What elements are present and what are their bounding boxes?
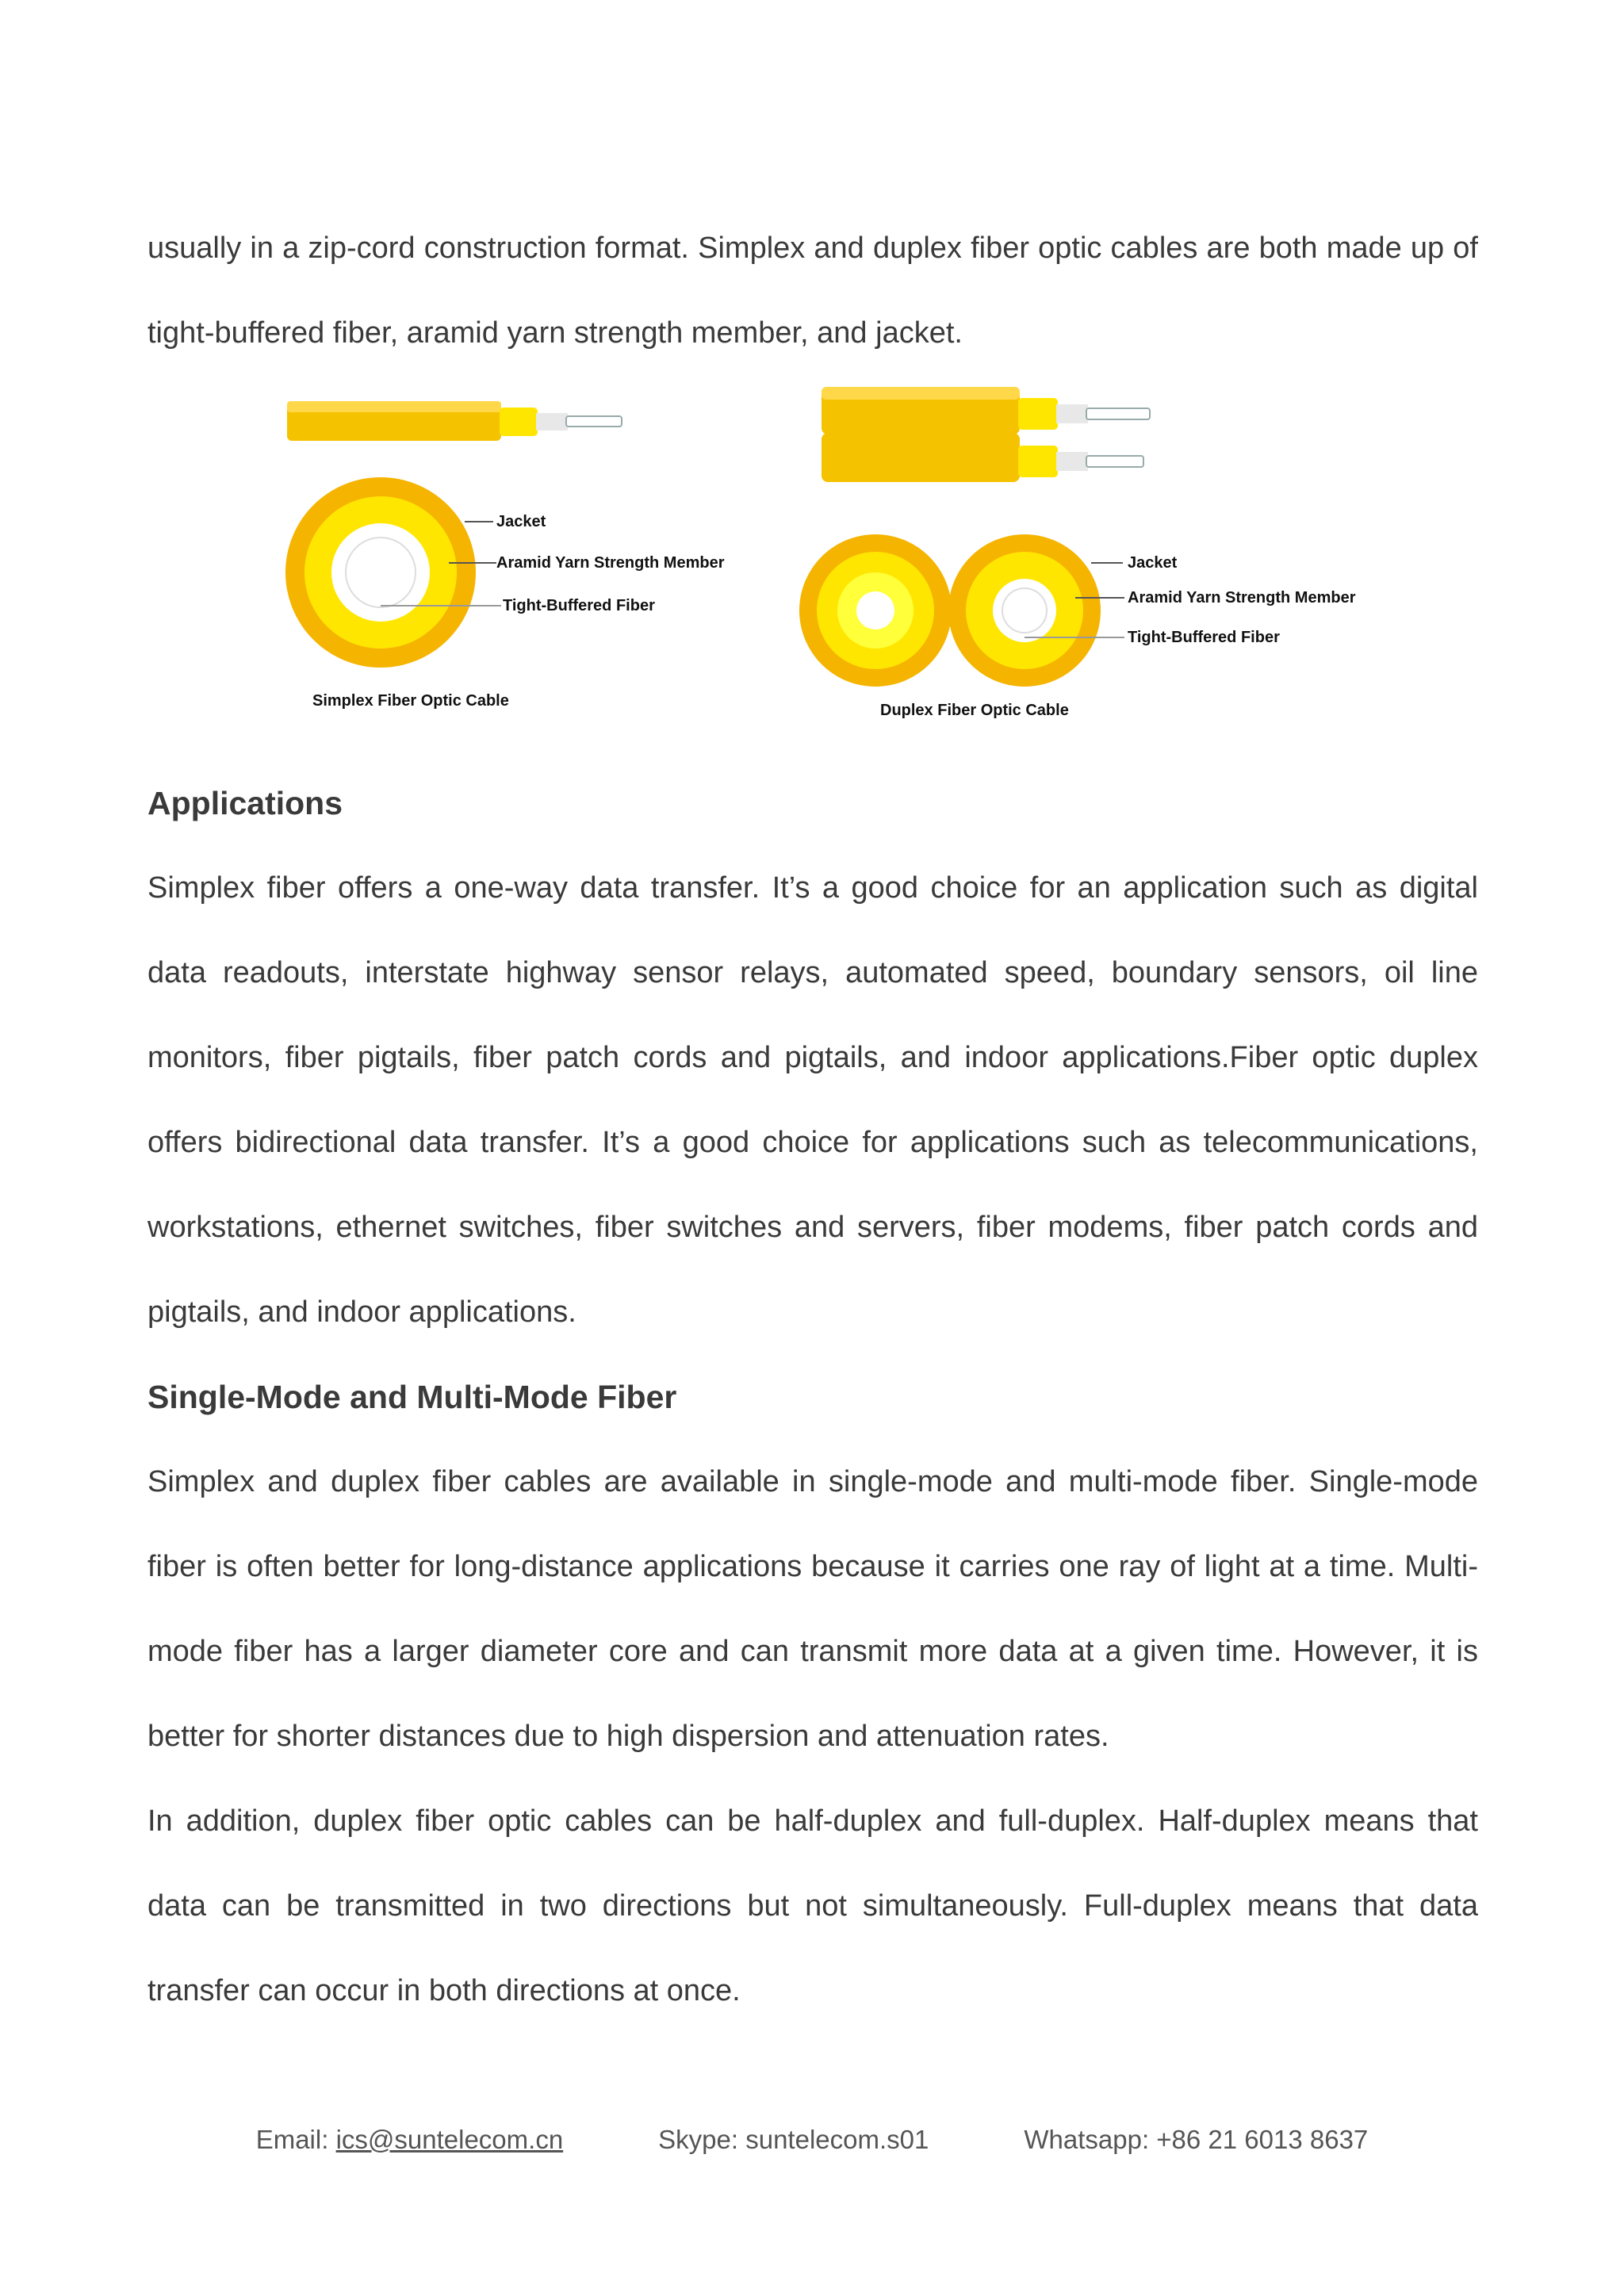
cable-diagram-figure (147, 387, 1478, 863)
simplex-caption: Simplex Fiber Optic Cable (312, 692, 509, 710)
duplex-modes-paragraph: In addition, duplex fiber optic cables can be half-duplex and full-duplex. Half-duplex means that data can be transmitted in two directions but not simultaneously. Full-duplex means that data transfer can occur in both directions at once. (147, 1804, 1478, 2007)
modes-heading: Single-Mode and Multi-Mode Fiber (147, 1379, 677, 1415)
applications-paragraph: Simplex fiber offers a one-way data transfer. It’s a good choice for an application such as digital data readouts, interstate highway sensor relays, automated speed, boundary sensors, oil line monitors, fiber pigtails, fiber patch cords and pigtails, and indoor applications.Fiber optic duplex offers bidirectional data transfer. It’s a good choice for applications such as telecommunications, workstations, ethernet switches, fiber switches and servers, fiber modems, fiber patch cords and pigtails, and indoor applications. (147, 871, 1478, 1329)
contact-footer (0, 2125, 1624, 2155)
duplex-aramid-label: Aramid Yarn Strength Member (1128, 589, 1356, 607)
document-body (147, 206, 1478, 2034)
duplex-fiber-label: Tight-Buffered Fiber (1128, 629, 1280, 646)
footer-skype: Skype: suntelecom.s01 (658, 2125, 929, 2154)
modes-paragraph: Simplex and duplex fiber cables are available in single-mode and multi-mode fiber. Single-mode fiber is often better for long-distance applications because it carries one ray of light at a time. Multi-mode fiber has a larger diameter core and can transmit more data at a given time. However, it is better for shorter distances due to high dispersion and attenuation rates. (147, 1465, 1478, 1753)
applications-heading: Applications (147, 785, 343, 821)
duplex-caption: Duplex Fiber Optic Cable (880, 702, 1069, 719)
duplex-jacket-label: Jacket (1128, 554, 1178, 572)
simplex-jacket-label: Jacket (496, 513, 546, 530)
email-link[interactable]: ics@suntelecom.cn (335, 2125, 564, 2154)
cable-diagram (147, 387, 1478, 744)
simplex-cable-illustration (285, 401, 622, 668)
simplex-aramid-label: Aramid Yarn Strength Member (496, 554, 725, 572)
footer-whatsapp: Whatsapp: +86 21 6013 8637 (1024, 2125, 1369, 2154)
simplex-fiber-label: Tight-Buffered Fiber (503, 597, 655, 614)
intro-paragraph: usually in a zip-cord construction format. Simplex and duplex fiber optic cables are both made up of tight-buffered fiber, aramid yarn strength member, and jacket. (147, 232, 1478, 350)
duplex-cable-illustration (799, 387, 1150, 687)
footer-email (256, 2125, 563, 2155)
email-label: Email: (255, 2125, 336, 2154)
